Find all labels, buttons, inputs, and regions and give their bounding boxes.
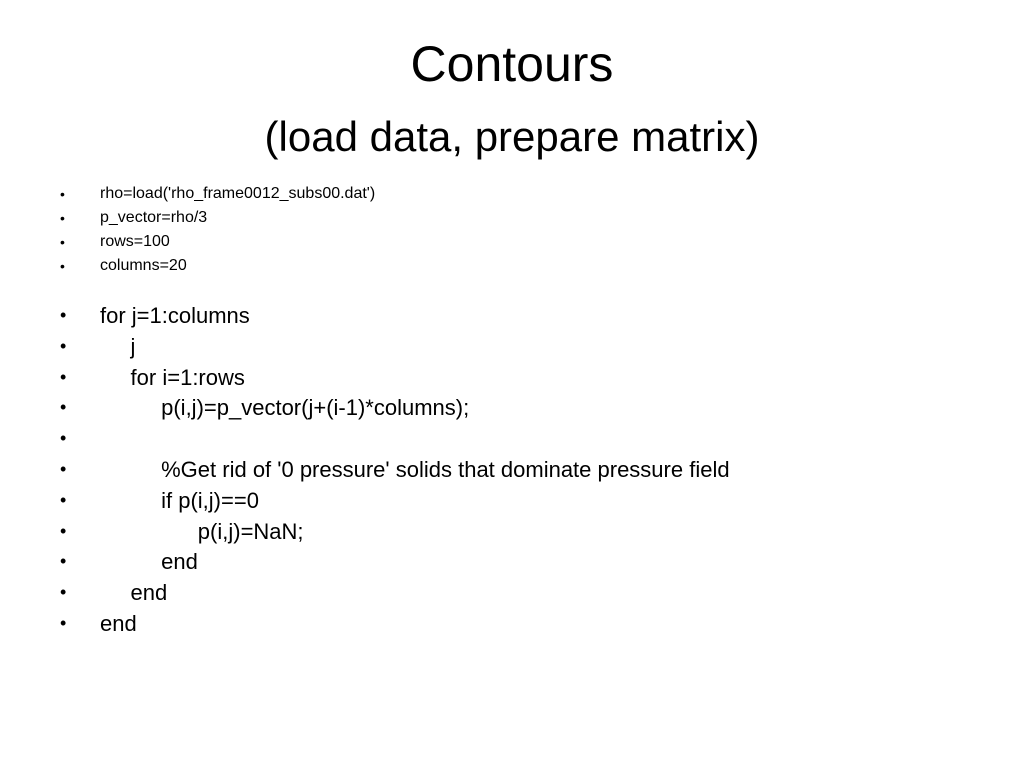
bullet-icon: • [60, 234, 65, 250]
setup-line-text: rows=100 [100, 233, 170, 250]
bullet-icon: • [60, 428, 67, 449]
code-line-text: end [100, 549, 198, 575]
code-bullet-item [0, 423, 1024, 454]
code-bullet-list [0, 300, 1024, 639]
setup-bullet-item [0, 182, 1024, 206]
code-line-text: end [100, 610, 137, 636]
bullet-icon: • [60, 186, 65, 202]
setup-bullet-item [0, 230, 1024, 254]
slide-title: Contours [410, 36, 614, 92]
bullet-icon: • [60, 305, 67, 325]
code-bullet-item [0, 546, 1024, 577]
bullet-icon: • [60, 489, 67, 510]
bullet-icon: • [60, 458, 67, 479]
setup-bullet-list [0, 182, 1024, 278]
code-bullet-item [0, 516, 1024, 547]
code-line-text: p(i,j)=p_vector(j+(i-1)*columns); [100, 395, 470, 421]
bullet-icon: • [60, 210, 65, 226]
code-bullet-item [0, 454, 1024, 485]
code-bullet-item [0, 485, 1024, 516]
code-line-text: %Get rid of '0 pressure' solids that dominate pressure field [100, 456, 730, 482]
code-line-text: for i=1:rows [100, 364, 245, 390]
code-bullet-item [0, 331, 1024, 362]
bullet-icon: • [60, 366, 67, 387]
code-line-text: for j=1:columns [100, 303, 250, 328]
setup-bullet-item [0, 254, 1024, 278]
bullet-icon: • [60, 551, 67, 572]
setup-line-text: p_vector=rho/3 [100, 209, 208, 226]
code-line-text: if p(i,j)==0 [100, 487, 259, 513]
bullet-icon: • [60, 520, 67, 541]
code-line-text: end [100, 580, 168, 606]
code-bullet-item [0, 392, 1024, 423]
setup-line-text: columns=20 [100, 257, 187, 274]
bullet-icon: • [60, 258, 65, 274]
bullet-icon: • [60, 582, 67, 603]
code-bullet-item [0, 362, 1024, 393]
bullet-icon: • [60, 335, 67, 356]
setup-line-text: rho=load('rho_frame0012_subs00.dat') [100, 185, 376, 202]
code-line-text: p(i,j)=NaN; [100, 518, 304, 544]
bullet-icon: • [60, 397, 67, 418]
code-bullet-item [0, 300, 1024, 331]
code-bullet-item [0, 608, 1024, 639]
code-line-text: j [100, 333, 136, 359]
bullet-icon: • [60, 612, 67, 633]
slide-subtitle: (load data, prepare matrix) [264, 113, 760, 160]
setup-bullet-item [0, 206, 1024, 230]
code-bullet-item [0, 577, 1024, 608]
